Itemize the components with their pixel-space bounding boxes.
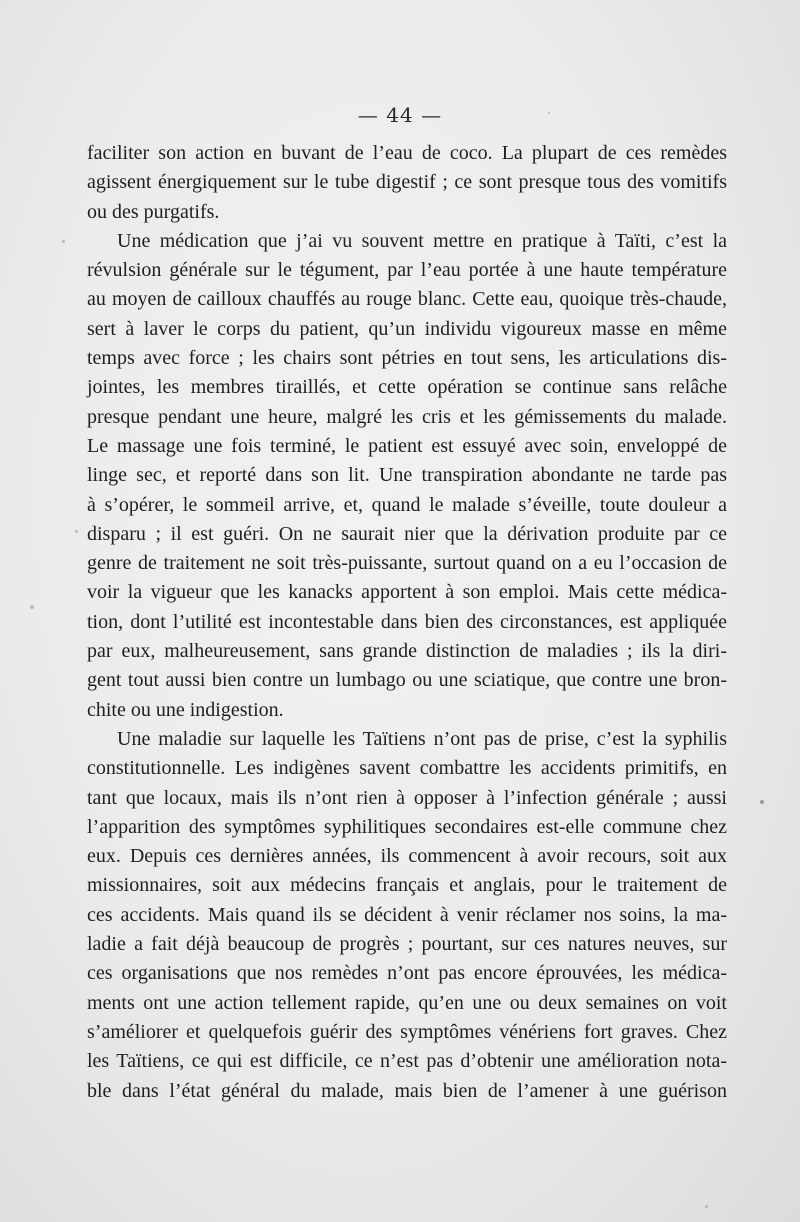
paper-speck <box>705 1205 708 1208</box>
text-line: ces accidents. Mais quand ils se décident à venir réclamer nos soins, la ma- <box>87 903 727 926</box>
text-line: au moyen de cailloux chauffés au rouge blanc. Cette eau, quoique très-chaude, <box>87 288 727 311</box>
text-line: par eux, malheureusement, sans grande distinction de maladies ; ils la diri- <box>87 640 727 663</box>
text-line: Une maladie sur laquelle les Taïtiens n’ont pas de prise, c’est la syphilis <box>117 727 727 750</box>
paper-speck <box>548 112 550 114</box>
text-line: sert à laver le corps du patient, qu’un individu vigoureux masse en même <box>87 317 727 340</box>
text-line: gent tout aussi bien contre un lumbago ou une sciatique, que contre une bron- <box>87 669 727 692</box>
text-line: ou des purgatifs. <box>87 200 220 223</box>
text-line: chite ou une indigestion. <box>87 698 284 721</box>
text-line: ble dans l’état général du malade, mais bien de l’amener à une guérison <box>87 1079 727 1102</box>
text-line: l’apparition des symptômes syphilitiques secondaires est-elle commune chez <box>87 815 727 838</box>
text-line: voir la vigueur que les kanacks apportent à son emploi. Mais cette médica- <box>87 581 727 604</box>
text-line: tant que locaux, mais ils n’ont rien à opposer à l’infection générale ; aussi <box>87 786 727 809</box>
text-line: temps avec force ; les chairs sont pétries en tout sens, les articulations dis- <box>87 347 727 370</box>
text-line: constitutionnelle. Les indigènes savent combattre les accidents primitifs, en <box>87 757 727 780</box>
text-line: tion, dont l’utilité est incontestable dans bien des circonstances, est appliquée <box>87 610 727 633</box>
text-line: s’améliorer et quelquefois guérir des symptômes vénériens fort graves. Chez <box>87 1020 727 1043</box>
text-line: disparu ; il est guéri. On ne saurait nier que la dérivation produite par ce <box>87 522 727 545</box>
text-line: Une médication que j’ai vu souvent mettre en pratique à Taïti, c’est la <box>117 229 727 252</box>
text-line: presque pendant une heure, malgré les cris et les gémissements du malade. <box>87 405 727 428</box>
paper-speck <box>62 240 65 243</box>
page-number: — 44 — <box>357 103 443 127</box>
body-text <box>87 139 727 1106</box>
text-line: agissent énergiquement sur le tube digestif ; ce sont presque tous des vomitifs <box>87 171 727 194</box>
text-line: eux. Depuis ces dernières années, ils commencent à avoir recours, soit aux <box>87 845 727 868</box>
text-line: Le massage une fois terminé, le patient est essuyé avec soin, enveloppé de <box>87 434 727 457</box>
text-line: les Taïtiens, ce qui est difficile, ce n’est pas d’obtenir une amélioration nota- <box>87 1050 727 1073</box>
text-line: révulsion générale sur le tégument, par l’eau portée à une haute température <box>87 259 727 282</box>
text-line: genre de traitement ne soit très-puissante, surtout quand on a eu l’occasion de <box>87 552 727 575</box>
paper-speck <box>30 605 34 609</box>
text-line: ladie a fait déjà beaucoup de progrès ; pourtant, sur ces natures neuves, sur <box>87 933 727 956</box>
text-line: missionnaires, soit aux médecins français et anglais, pour le traitement de <box>87 874 727 897</box>
text-line: ces organisations que nos remèdes n’ont pas encore éprouvées, les médica- <box>87 962 727 985</box>
paper-speck <box>760 800 764 804</box>
text-line: linge sec, et reporté dans son lit. Une transpiration abondante ne tarde pas <box>87 464 727 487</box>
text-line: à s’opérer, le sommeil arrive, et, quand le malade s’éveille, toute douleur a <box>87 493 727 516</box>
text-line: ments ont une action tellement rapide, qu’en une ou deux semaines on voit <box>87 991 727 1014</box>
paper-speck <box>75 530 78 533</box>
text-line: jointes, les membres tiraillés, et cette opération se continue sans relâche <box>87 376 727 399</box>
text-line: faciliter son action en buvant de l’eau de coco. La plupart de ces remèdes <box>87 142 727 164</box>
